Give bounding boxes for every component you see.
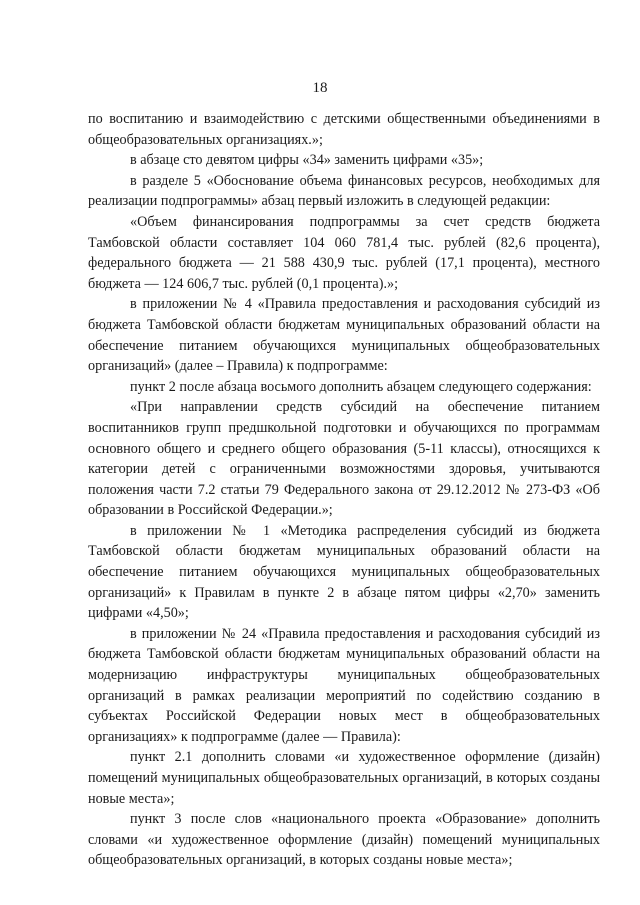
document-body [88,109,600,871]
paragraph: пункт 2 после абзаца восьмого дополнить абзацем следующего содержания: [130,378,592,395]
paragraph: по воспитанию и взаимодействию с детскими общественными объединениями в общеобразовательных организациях.»; [88,111,600,148]
paragraph: в приложении № 24 «Правила предоставления и расходования субсидий из бюджета Тамбовской области бюджетам муниципальных образований области на модернизацию инфраструктуры муниципальных общеобразовательных организаций в рамках реализации мероприятий по содействию созданию в субъектах Российской Федерации новых мест в общеобразовательных организациях» к подпрограмме (далее — Правила): [88,625,600,745]
paragraph: пункт 3 после слов «национального проекта «Образование» дополнить словами «и художественное оформление (дизайн) помещений муниципальных общеобразовательных организаций, в которых созданы новые места»; [88,811,600,869]
paragraph: в абзаце сто девятом цифры «34» заменить цифрами «35»; [130,152,484,169]
paragraph: в приложении № 4 «Правила предоставления и расходования субсидий из бюджета Тамбовской области бюджетам муниципальных образований области на обеспечение питанием обучающихся муниципальных общеобразовательных организаций» (далее – Правила) к подпрограмме: [88,296,600,375]
paragraph: «Объем финансирования подпрограммы за счет средств бюджета Тамбовской области составляет 104 060 781,4 тыс. рублей (82,6 процента), федерального бюджета — 21 588 430,9 тыс. рублей (17,1 процента), местного бюджета — 124 606,7 тыс. рублей (0,1 процента).»; [88,213,600,292]
paragraph: в разделе 5 «Обоснование объема финансовых ресурсов, необходимых для реализации подпрограммы» абзац первый изложить в следующей редакции: [88,172,600,210]
paragraph: «При направлении средств субсидий на обеспечение питанием воспитанников групп предшкольной подготовки и обучающихся по программам основного общего и среднего общего образования (5-11 классы), относящихся к категории детей с ограниченными возможностями здоровья, учитываются положения части 7.2 статьи 79 Федерального закона от 29.12.2012 № 273-ФЗ «Об образовании в Российской Федерации.»; [88,399,600,519]
page-number: 18 [312,80,328,96]
paragraph: в приложении № 1 «Методика распределения субсидий из бюджета Тамбовской области бюджетам муниципальных образований области на обеспечение питанием обучающихся муниципальных общеобразовательных организаций» к Правилам в пункте 2 в абзаце пятом цифры «2,70» заменить цифрами «4,50»; [88,522,600,622]
paragraph: пункт 2.1 дополнить словами «и художественное оформление (дизайн) помещений муниципальных общеобразовательных организаций, в которых созданы новые места»; [88,749,600,807]
